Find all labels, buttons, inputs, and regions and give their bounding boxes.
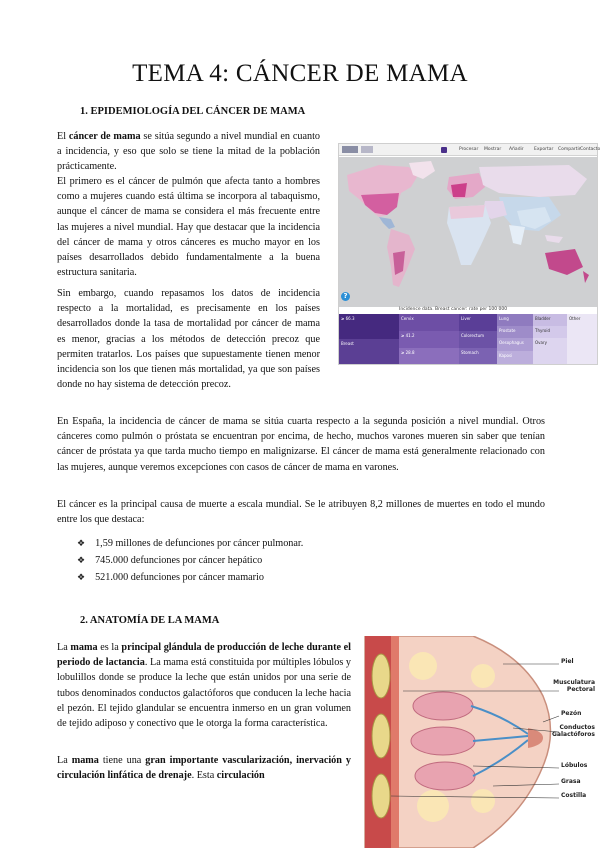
breast-anatomy-figure — [363, 636, 595, 848]
section-heading-anatomy: 2. ANATOMÍA DE LA MAMA — [80, 615, 220, 626]
legend-row: ≥ 66.3 — [339, 314, 399, 339]
map-region-north-africa — [449, 205, 485, 219]
map-region-usa — [361, 193, 399, 215]
fat-lobule — [409, 652, 437, 680]
legend-cell: Kaposi — [497, 351, 533, 364]
legend-cell: Liver — [459, 314, 497, 331]
legend-caption: Incidence data. Breast cancer: rate per 100 000 — [399, 307, 508, 312]
paragraph-vascularization: La mama tiene una gran importante vascularización, inervación y circulación linfática de drenaje. Esta circulación — [57, 755, 351, 782]
lobe — [415, 762, 475, 790]
legend-cell: Stomach — [459, 348, 497, 364]
list-item: ❖ 745.000 defunciones por cáncer hepático — [77, 552, 303, 569]
world-map-svg — [339, 157, 597, 307]
legend-cell: ≥ 28.8 — [399, 348, 459, 364]
anatomy-label-skin: Piel — [561, 658, 574, 665]
map-toolbar — [339, 144, 600, 156]
legend-cell: Cervix — [399, 314, 459, 331]
paragraph-lung-cancer: El primero es el cáncer de pulmón que afecta tanto a hombres como a mujeres cuando está última se incorpora al tabaquismo, aunque el cáncer de mama se considera el más frecuente entre las mujeres a nivel mundial. Hay que destacar que la incidencia del cáncer de mama y otros cánceres es mucho mayor en los países desarrollados debido fundamentalmente a la buena estructura sanitaria. — [57, 176, 320, 279]
legend-cell: Bladder — [533, 314, 567, 326]
map-region-indonesia — [545, 235, 563, 243]
world-incidence-map — [338, 143, 598, 365]
legend-cell: Thyroid — [533, 326, 567, 338]
rib — [372, 714, 390, 758]
toolbar-item[interactable]: Contacto — [580, 147, 600, 152]
paragraph-mortality: Sin embargo, cuando repasamos los datos de incidencia respecto a la mortalidad, es precisamente en los países desarrollados donde la tasa de mortalidad por cáncer de mama es menor, gracias a los métodos de detección precoz que permiten tratarlos. Los países que supuestamente tienen menor incidencia son los que tienen más mortalidad, ya que son países donde no hay sistema de detección precoz. — [57, 288, 320, 391]
paragraph-intro: El cáncer de mama se sitúa segundo a nivel mundial en cuanto a incidencia, y eso que solo se tiene la mitad de la población prácticamente. — [57, 131, 320, 173]
map-area — [339, 157, 597, 307]
fat-lobule — [471, 664, 495, 688]
list-item: ❖ 1,59 millones de defunciones por cáncer pulmonar. — [77, 535, 303, 552]
legend-row: Breast — [339, 339, 399, 364]
paragraph-anatomy: La mama es la principal glándula de producción de leche durante el periodo de lactancia. La mama está constituida por múltiples lóbulos y lobulillos donde se produce la leche que están unidos por una serie de tubos denominados conductos galactóforos que conducen la leche hacia el pezón. El tejido glandular se encuentra inmerso en un gran volumen de tejido adiposo y conectivo que le otorga la forma característica. — [57, 642, 352, 730]
legend-cell: Other — [567, 314, 597, 364]
logo-icon — [361, 146, 373, 153]
legend-cell: Colorectum — [459, 331, 497, 348]
anatomy-label-fat: Grasa — [561, 778, 581, 785]
map-region-new-zealand — [583, 271, 589, 283]
list-item: ❖ 521.000 defunciones por cáncer mamario — [77, 569, 303, 586]
toolbar-item[interactable]: Compartir — [558, 147, 581, 152]
map-region-western-europe — [451, 183, 467, 197]
anatomy-label-lobes: Lóbulos — [561, 762, 588, 769]
map-region-central-america — [379, 217, 395, 229]
anatomy-label-ducts: Conductos Galactóforos — [551, 724, 595, 738]
breast-anatomy-svg — [363, 636, 595, 848]
rib — [372, 774, 390, 818]
legend-cell: Prostate — [497, 326, 533, 338]
anatomy-label-nipple: Pezón — [561, 710, 582, 717]
lobe — [411, 727, 475, 755]
deaths-list — [77, 535, 303, 586]
legend-cell: Lung — [497, 314, 533, 326]
paragraph-spain: En España, la incidencia de cáncer de mama se sitúa cuarta respecto a la segunda posición a nivel mundial. Otros cánceres como pulmón o próstata se encuentran por encima, de hecho, muchos varones mueren sin saber que tenían cáncer de próstata ya que tarda mucho tiempo en malignizarse. El cáncer de mama está generalmente relacionado con las mujeres, aunque veremos excepciones con casos de cáncer de mama en varones. — [57, 416, 545, 473]
toolbar-item[interactable]: Procesar — [459, 147, 479, 152]
map-region-india — [509, 225, 525, 245]
logo-icon — [342, 146, 358, 153]
legend-cell: Oesophagus — [497, 338, 533, 351]
toolbar-item[interactable]: Exportar — [534, 147, 554, 152]
legend-cell: ≥ 41.2 — [399, 331, 459, 348]
lobe — [413, 692, 473, 720]
paragraph-deaths: El cáncer es la principal causa de muerte a escala mundial. Se le atribuyen 8,2 millones de muertes en todo el mundo entre los que destaca: — [57, 499, 545, 526]
rib — [372, 654, 390, 698]
anatomy-label-rib: Costilla — [561, 792, 587, 799]
section-heading-epidemiology: 1. EPIDEMIOLOGÍA DEL CÁNCER DE MAMA — [80, 106, 306, 117]
toolbar-item[interactable]: Añadir — [509, 147, 524, 152]
map-legend — [339, 314, 597, 364]
map-region-australia — [545, 249, 583, 275]
muscle-fascia — [391, 636, 399, 848]
info-icon[interactable]: ? — [341, 292, 350, 301]
legend-cell: Ovary — [533, 338, 567, 364]
fat-lobule — [471, 789, 495, 813]
fat-lobule — [417, 790, 449, 822]
anatomy-label-pectoral: Musculatura Pectoral — [553, 679, 595, 693]
menu-icon[interactable] — [441, 147, 447, 153]
map-region-russia — [479, 165, 587, 197]
toolbar-item[interactable]: Mostrar — [484, 147, 502, 152]
page-title: TEMA 4: CÁNCER DE MAMA — [132, 60, 468, 87]
